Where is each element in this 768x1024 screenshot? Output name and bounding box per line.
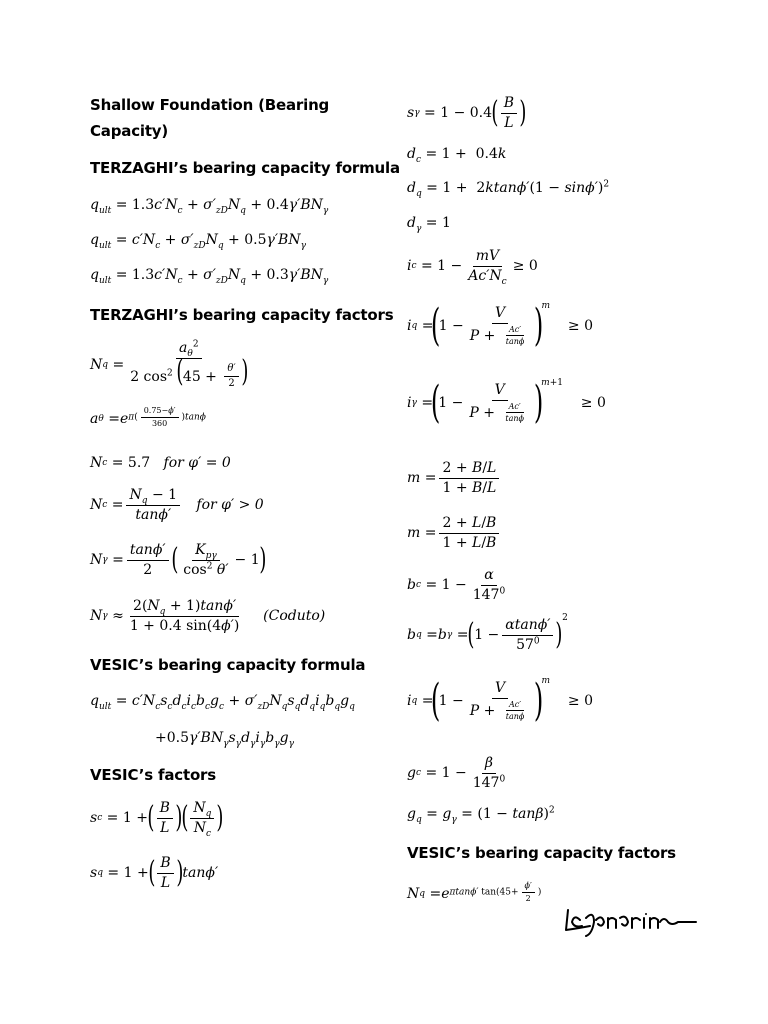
vesic-qult-line1: $q_{ult} = c'N_cs_cd_ci_cb_cg_c + \sigma'_{zD}N_qs_qd_qi_qb_qg_q$ [90, 693, 355, 712]
vesic-bq-bgamma: b q = b γ = ( 1 − $\frac{\alpha\tan\phi'}{57^0}$ ) 2 [407, 613, 568, 653]
iq-ge-zero: ≥ 0 [567, 317, 593, 334]
heading-vesic-bc-factors: VESIC’s bearing capacity factors [407, 844, 676, 862]
signature-image [560, 900, 700, 940]
terzaghi-qult-circular: $q_{ult} = 1.3c'N_c + \sigma'_{zD}N_q + 0.3\gamma'BN_\gamma$ [90, 267, 329, 286]
vesic-nq: N q = e πtanϕ′ tan(45+ $\frac{\phi'}{2}$ ) [407, 881, 542, 903]
terzaghi-nq: N q = $a_\theta^2$ 2 $\cos^2 (45$ + $\frac{\theta'}{2}$ ) [90, 339, 249, 390]
ic-ge-zero: ≥ 0 [512, 257, 538, 274]
vesic-qult-line2: $+0.5\gamma'BN_\gamma s_\gamma d_\gamma i_\gamma b_\gamma g_\gamma$ [155, 730, 295, 749]
vesic-iq-repeat: i q = ( 1 − V P + $\frac{Ac'}{\tan\phi}$ ) m ≥ 0 [407, 675, 593, 727]
terzaghi-qult-square: $q_{ult} = 1.3c'N_c + \sigma'_{zD}N_q + 0.4\gamma'BN_\gamma$ [90, 197, 329, 216]
vesic-sq: s q = 1 + ( $\frac{B}{L}$ ) tanϕ′ [90, 855, 219, 891]
vesic-sc: s c = 1 + ( $\frac{B}{L}$ ) ( $\frac{N_q}{N_c}$ ) [90, 800, 224, 839]
terzaghi-nc-positive: N c = $\frac{N_q - 1}{\tan\phi'}$ for φ′ > 0 [90, 487, 264, 523]
vesic-iq: i q = ( 1 − V P + $\frac{Ac'}{\tan\phi}$ ) m ≥ 0 [407, 300, 593, 352]
vesic-sgamma: s γ = 1 − 0.4 ( $\frac{B}{L}$ ) [407, 95, 527, 131]
vesic-dgamma: $d_\gamma = 1$ [407, 215, 451, 234]
iq-repeat-ge-zero: ≥ 0 [567, 692, 593, 709]
vesic-dc: $d_c = 1 + 0.4k$ [407, 146, 507, 165]
vesic-gc: g c = 1 − $\frac{\beta}{147^0}$ [407, 755, 506, 791]
vesic-m-lb: m = $\frac{2 + L/B}{1 + L/B}$ [407, 515, 502, 552]
vesic-dq: $d_q = 1 + 2ktan\phi'(1 - \sin\phi')^2$ [407, 179, 610, 199]
heading-vesic-formula: VESIC’s bearing capacity formula [90, 656, 366, 674]
page-title: Shallow Foundation (Bearing Capacity) [90, 96, 330, 140]
terzaghi-a-theta: a θ = e π( $\frac{0.75-\phi'}{360}$ )tanϕ [90, 406, 206, 428]
vesic-bc: b c = 1 − $\frac{\alpha}{147^0}$ [407, 567, 506, 603]
heading-vesic-factors: VESIC’s factors [90, 766, 216, 784]
phi-zero-note: for φ′ = 0 [163, 455, 231, 471]
terzaghi-ngamma: N γ = $\frac{\tan\phi'}{2}$ ( $\frac{K_{p\gamma}}{\cos^2 \theta'}$ − 1 ) [90, 542, 266, 578]
coduto-ngamma: N γ ≈ $\frac{2(N_q + 1)\tan\phi'}{1 + 0.4 \sin(4\phi')}$ (Coduto) [90, 598, 326, 634]
vesic-gq-ggamma: $g_q = g_\gamma = (1 - \tan\beta)^2$ [407, 805, 555, 825]
terzaghi-nc-zero: N c = 5.7 for φ′ = 0 [90, 455, 231, 471]
vesic-m-bl: m = $\frac{2 + B/L}{1 + B/L}$ [407, 460, 502, 497]
heading-terzaghi-formula: TERZAGHI’s bearing capacity formula [90, 159, 400, 177]
heading-terzaghi-factors: TERZAGHI’s bearing capacity factors [90, 306, 394, 324]
igamma-ge-zero: ≥ 0 [580, 394, 606, 411]
vesic-ic: i c = 1 − $\frac{mV}{Ac'N_c}$ ≥ 0 [407, 248, 538, 287]
coduto-note: (Coduto) [263, 607, 326, 624]
terzaghi-qult-strip: $q_{ult} = c'N_c + \sigma'_{zD}N_q + 0.5\gamma'BN_\gamma$ [90, 232, 306, 251]
vesic-igamma: i γ = ( 1 − V P + $\frac{Ac'}{\tan\phi}$ ) m+1 ≥ 0 [407, 377, 606, 429]
phi-positive-note: for φ′ > 0 [196, 496, 264, 513]
